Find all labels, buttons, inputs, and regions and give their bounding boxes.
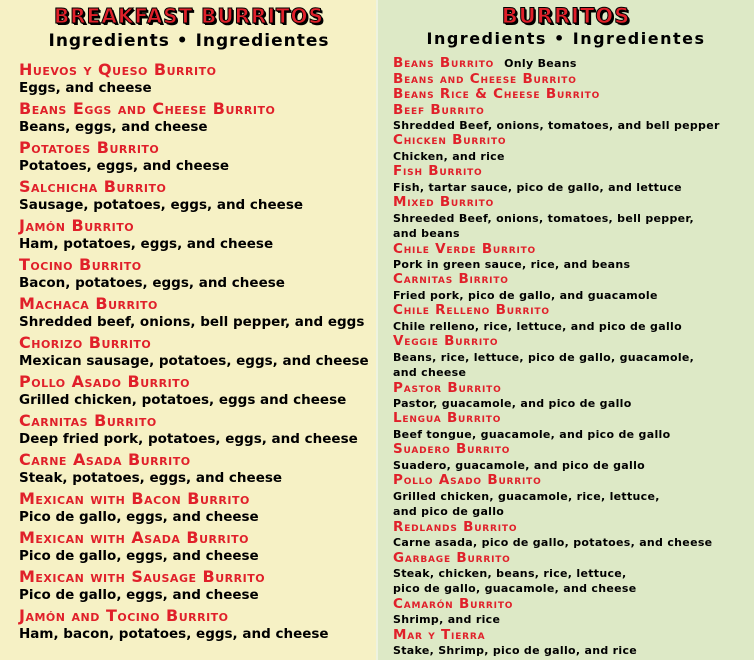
menu-item: [19, 606, 378, 645]
menu-item: [393, 242, 754, 273]
menu-item-description: Bacon, potatoes, eggs, and cheese: [19, 275, 285, 291]
menu-item-name: Machaca Burrito: [19, 294, 158, 313]
menu-item: [393, 597, 754, 628]
menu-item: [393, 303, 754, 334]
menu-item-description: Grilled chicken, potatoes, eggs and cheese: [19, 392, 347, 408]
menu-item: [19, 177, 378, 216]
menu-item: [393, 381, 754, 412]
menu-item-name: Pollo Asado Burrito: [19, 372, 191, 391]
menu-item-name: [393, 411, 754, 427]
menu-item-description: Beans, rice, lettuce, pico de gallo, guacamole,: [393, 350, 695, 364]
menu-item-description: Sausage, potatoes, eggs, and cheese: [19, 197, 304, 213]
menu-item: [393, 164, 754, 195]
burritos-column: [378, 0, 754, 660]
menu-item-name: Jamón Burrito: [19, 216, 135, 235]
menu-item-name-text: Beans Rice & Cheese Burrito: [393, 86, 601, 102]
menu-item-name: [393, 56, 754, 72]
menu-item-name-text: Carnitas Birrito: [393, 271, 509, 288]
menu-item: [393, 103, 754, 134]
menu-item-name: [393, 242, 754, 258]
burritos-subtitle: Ingredients • Ingredientes: [426, 29, 706, 48]
menu-item: [19, 255, 378, 294]
menu-item-description: Beef tongue, guacamole, and pico de gallo: [393, 427, 671, 441]
menu-item-name: [393, 164, 754, 180]
menu-item: [393, 272, 754, 303]
menu-item-description: Ham, bacon, potatoes, eggs, and cheese: [19, 626, 329, 642]
menu-item-description: Carne asada, pico de gallo, potatoes, and cheese: [393, 536, 713, 550]
menu-item: [393, 87, 754, 103]
menu-item: [19, 450, 378, 489]
menu-item-name: Huevos y Queso Burrito: [19, 60, 217, 79]
menu-item-name: [393, 628, 754, 644]
menu-item: [19, 216, 378, 255]
menu-item: [393, 411, 754, 442]
menu-item-inline-description: Only Beans: [504, 57, 577, 70]
breakfast-list: [19, 60, 378, 645]
menu-item: [393, 520, 754, 551]
menu-item-name-text: Fish Burrito: [393, 163, 483, 180]
menu-item-name: Mexican with Sausage Burrito: [19, 567, 266, 586]
menu-item-name: [393, 442, 754, 458]
menu-item: [19, 99, 378, 138]
menu-item-description: and cheese: [393, 366, 467, 380]
breakfast-title: BREAKFAST BURRITOS: [54, 4, 324, 28]
menu-item-description: Shreeded Beef, onions, tomatoes, bell pepper,: [393, 211, 695, 225]
menu-item-description: Mexican sausage, potatoes, eggs, and cheese: [19, 353, 369, 369]
menu-item-description: and pico de gallo: [393, 505, 505, 519]
menu-item-name: [393, 334, 754, 350]
menu-item-description: Suadero, guacamole, and pico de gallo: [393, 458, 645, 472]
menu-item: [19, 372, 378, 411]
burritos-title: BURRITOS: [501, 4, 631, 28]
menu-item-name-text: Chile Verde Burrito: [393, 240, 537, 257]
menu-item-description: Potatoes, eggs, and cheese: [19, 158, 230, 174]
menu-item-description: Stake, Shrimp, pico de gallo, and rice: [393, 644, 638, 658]
menu-item-name: Carne Asada Burrito: [19, 450, 191, 469]
menu-item-name: [393, 381, 754, 397]
menu-item: [393, 442, 754, 473]
menu-item-name: Beans Eggs and Cheese Burrito: [19, 99, 276, 118]
menu-item-name: Tocino Burrito: [19, 255, 142, 274]
menu-item-name: [393, 72, 754, 88]
menu-item-description: pico de gallo, guacamole, and cheese: [393, 582, 637, 596]
menu-item-description: Pico de gallo, eggs, and cheese: [19, 587, 259, 603]
menu-item-name: Mexican with Asada Burrito: [19, 528, 249, 547]
menu-item-name-text: Beans Burrito: [393, 55, 495, 71]
burritos-list: [393, 56, 754, 659]
menu-item-description: Chile relleno, rice, lettuce, and pico de gallo: [393, 319, 682, 333]
menu-item-description: Shrimp, and rice: [393, 613, 501, 627]
menu-item-name: Chorizo Burrito: [19, 333, 152, 352]
menu-item-description: Ham, potatoes, eggs, and cheese: [19, 236, 274, 252]
menu-item: [19, 60, 378, 99]
menu-item-name: [393, 473, 754, 489]
menu-item: [393, 334, 754, 380]
menu-item-name-text: Suadero Burrito: [393, 441, 511, 458]
menu-item-name-text: Mar y Tierra: [393, 626, 486, 643]
menu-item-name: Carnitas Burrito: [19, 411, 157, 430]
menu-item-description: Beans, eggs, and cheese: [19, 119, 208, 135]
menu-item-description: and beans: [393, 227, 460, 241]
menu-item-name: [393, 133, 754, 149]
menu-item-name: [393, 597, 754, 613]
menu-item-description: Steak, potatoes, eggs, and cheese: [19, 470, 283, 486]
menu-item-name-text: Beans and Cheese Burrito: [393, 70, 577, 87]
menu-item: [19, 489, 378, 528]
menu-item-name: Potatoes Burrito: [19, 138, 160, 157]
menu-item: [19, 138, 378, 177]
menu-item-description: Pico de gallo, eggs, and cheese: [19, 548, 259, 564]
menu-item-name: [393, 551, 754, 567]
menu-item-description: Pico de gallo, eggs, and cheese: [19, 509, 259, 525]
menu-item-name: [393, 520, 754, 536]
menu-item: [19, 528, 378, 567]
menu-item-name: [393, 272, 754, 288]
menu-item-description: Pastor, guacamole, and pico de gallo: [393, 397, 632, 411]
menu-item-name: [393, 195, 754, 211]
menu-item-name: [393, 303, 754, 319]
menu-item-name-text: Chicken Burrito: [393, 132, 507, 149]
menu-item-name-text: Redlands Burrito: [393, 518, 518, 535]
menu-item: [393, 473, 754, 519]
menu-item: [393, 72, 754, 88]
menu-item-name: [393, 87, 754, 103]
menu-item-name-text: Pollo Asado Burrito: [393, 472, 542, 489]
menu-item-name-text: Camarón Burrito: [393, 595, 514, 612]
menu-item: [19, 333, 378, 372]
menu-item: [393, 628, 754, 659]
menu-item-name-text: Mixed Burrito: [393, 194, 495, 211]
menu-item-description: Shredded beef, onions, bell pepper, and eggs: [19, 314, 365, 330]
menu-item-description: Steak, chicken, beans, rice, lettuce,: [393, 567, 627, 580]
menu-item-description: Fish, tartar sauce, pico de gallo, and lettuce: [393, 180, 682, 194]
menu-item: [19, 411, 378, 450]
menu-item: [393, 133, 754, 164]
menu-item-description: Deep fried pork, potatoes, eggs, and cheese: [19, 431, 358, 447]
menu-item-name: [393, 103, 754, 119]
menu-item-description: Fried pork, pico de gallo, and guacamole: [393, 288, 658, 302]
menu-item-name: Salchicha Burrito: [19, 177, 167, 196]
menu-item-description: Grilled chicken, guacamole, rice, lettuce,: [393, 489, 660, 503]
menu-item-name-text: Pastor Burrito: [393, 379, 502, 396]
menu-item: [393, 551, 754, 597]
menu-item-description: Shredded Beef, onions, tomatoes, and bell pepper: [393, 119, 720, 132]
menu-item-name-text: Veggie Burrito: [393, 333, 499, 350]
menu-item-name: Mexican with Bacon Burrito: [19, 489, 250, 508]
menu-item: [393, 56, 754, 72]
menu-item: [19, 567, 378, 606]
breakfast-subtitle: Ingredients • Ingredientes: [48, 31, 330, 51]
menu-item-description: Pork in green sauce, rice, and beans: [393, 258, 631, 272]
menu-item-name: Jamón and Tocino Burrito: [19, 606, 229, 625]
menu-item-name-text: Beef Burrito: [393, 101, 485, 118]
menu-item-name-text: Garbage Burrito: [393, 549, 511, 566]
menu-item: [393, 195, 754, 241]
menu-item-name-text: Chile Relleno Burrito: [393, 302, 550, 319]
menu-item: [19, 294, 378, 333]
menu-item-description: Eggs, and cheese: [19, 80, 152, 96]
menu-item-description: Chicken, and rice: [393, 149, 505, 163]
menu-item-name-text: Lengua Burrito: [393, 410, 502, 427]
